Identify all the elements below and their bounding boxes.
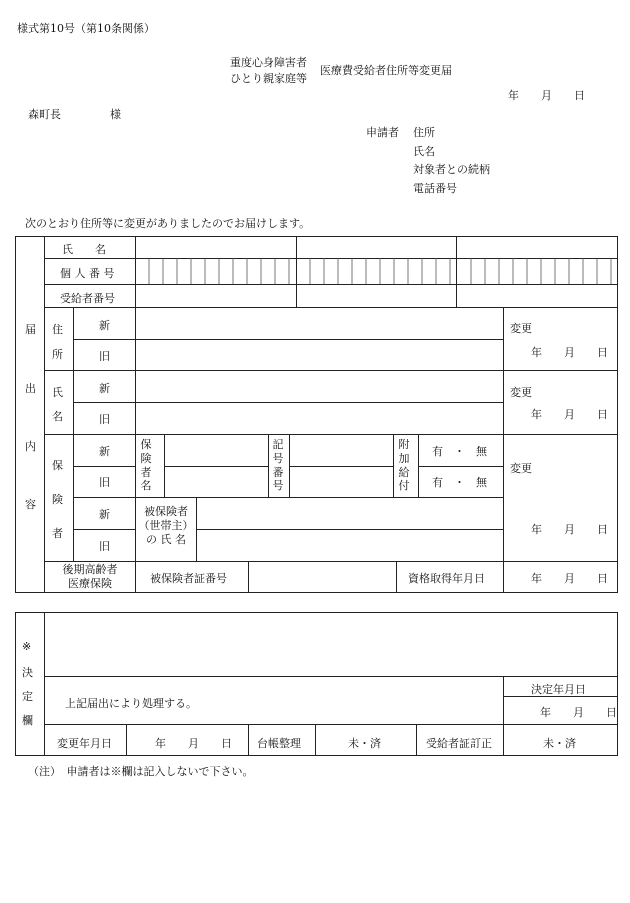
insurer-label-char: 者	[52, 527, 63, 540]
additional-benefit-header: 附 加 給 付	[398, 438, 410, 493]
qualify-date-label: 資格取得年月日	[408, 572, 485, 585]
decision-side-char: 決	[22, 666, 33, 679]
change-date: 年 月 日	[531, 408, 608, 421]
insured-name-header: 被保険者 （世帯主） の 氏 名	[138, 505, 194, 546]
change-label: 変更	[510, 386, 532, 399]
yes-no-option[interactable]: 有 ・ 無	[432, 445, 487, 458]
new-label: 新	[99, 445, 110, 458]
change-date: 年 月 日	[531, 346, 608, 359]
change-date-value: 年 月 日	[155, 737, 232, 750]
side-label-char: 内	[25, 440, 36, 453]
side-label-char: 出	[25, 382, 36, 395]
applicant-relation-label: 対象者との続柄	[413, 163, 490, 176]
recipient-number-label: 受給者番号	[60, 292, 115, 305]
decision-side-char: 定	[22, 690, 33, 703]
title-line2: ひとり親家庭等	[230, 72, 307, 85]
decision-date: 年 月 日	[540, 706, 617, 719]
applicant-phone-label: 電話番号	[413, 182, 457, 195]
ledger-status[interactable]: 未・済	[348, 737, 381, 750]
process-text: 上記届出により処理する。	[65, 697, 197, 710]
addressee: 森町長	[28, 108, 61, 121]
address-label-char: 住	[52, 323, 63, 336]
side-label-char: 容	[25, 498, 36, 511]
form-title: 医療費受給者住所等変更届	[320, 64, 452, 77]
qualify-date: 年 月 日	[531, 572, 608, 585]
decision-side-char: ※	[22, 640, 32, 653]
address-label-char: 所	[52, 348, 63, 361]
side-label-char: 届	[25, 323, 36, 336]
applicant-name-label: 氏名	[413, 145, 435, 158]
old-label: 旧	[99, 476, 110, 489]
change-label: 変更	[510, 462, 532, 475]
name-label-char: 名	[52, 410, 63, 423]
change-date: 年 月 日	[531, 523, 608, 536]
applicant-label: 申請者	[366, 126, 399, 139]
insurer-name-header: 保 険 者 名	[140, 438, 152, 493]
footnote: （注） 申請者は※欄は記入しないで下さい。	[28, 765, 254, 778]
applicant-address-label: 住所	[413, 126, 435, 139]
card-correction-status[interactable]: 未・済	[543, 737, 576, 750]
new-label: 新	[99, 508, 110, 521]
title-line1: 重度心身障害者	[230, 56, 307, 69]
new-label: 新	[99, 382, 110, 395]
symbol-number-header: 記 号 番 号	[272, 438, 284, 493]
old-label: 旧	[99, 350, 110, 363]
individual-number-grid[interactable]	[135, 258, 618, 284]
insurer-label-char: 保	[52, 459, 63, 472]
old-label: 旧	[99, 413, 110, 426]
form-id: 様式第10号（第10条関係）	[17, 22, 155, 35]
insured-card-label: 被保険者証番号	[150, 572, 227, 585]
new-label: 新	[99, 319, 110, 332]
addressee-honorific: 様	[110, 108, 121, 121]
decision-side-char: 欄	[22, 714, 33, 727]
card-correction-label: 受給者証訂正	[426, 737, 492, 750]
date-line: 年 月 日	[508, 89, 585, 102]
old-label: 旧	[99, 540, 110, 553]
intro-text: 次のとおり住所等に変更がありましたのでお届けします。	[25, 217, 311, 230]
yes-no-option[interactable]: 有 ・ 無	[432, 476, 487, 489]
name-row-label: 氏 名	[62, 243, 106, 256]
decision-date-label: 決定年月日	[531, 683, 586, 696]
insurer-label-char: 険	[52, 493, 63, 506]
change-date-label: 変更年月日	[57, 737, 112, 750]
name-label-char: 氏	[52, 386, 63, 399]
change-label: 変更	[510, 322, 532, 335]
ledger-label: 台帳整理	[257, 737, 301, 750]
number-row-label: 個 人 番 号	[60, 267, 115, 280]
elderly-insurance-label: 後期高齢者 医療保険	[62, 563, 118, 590]
